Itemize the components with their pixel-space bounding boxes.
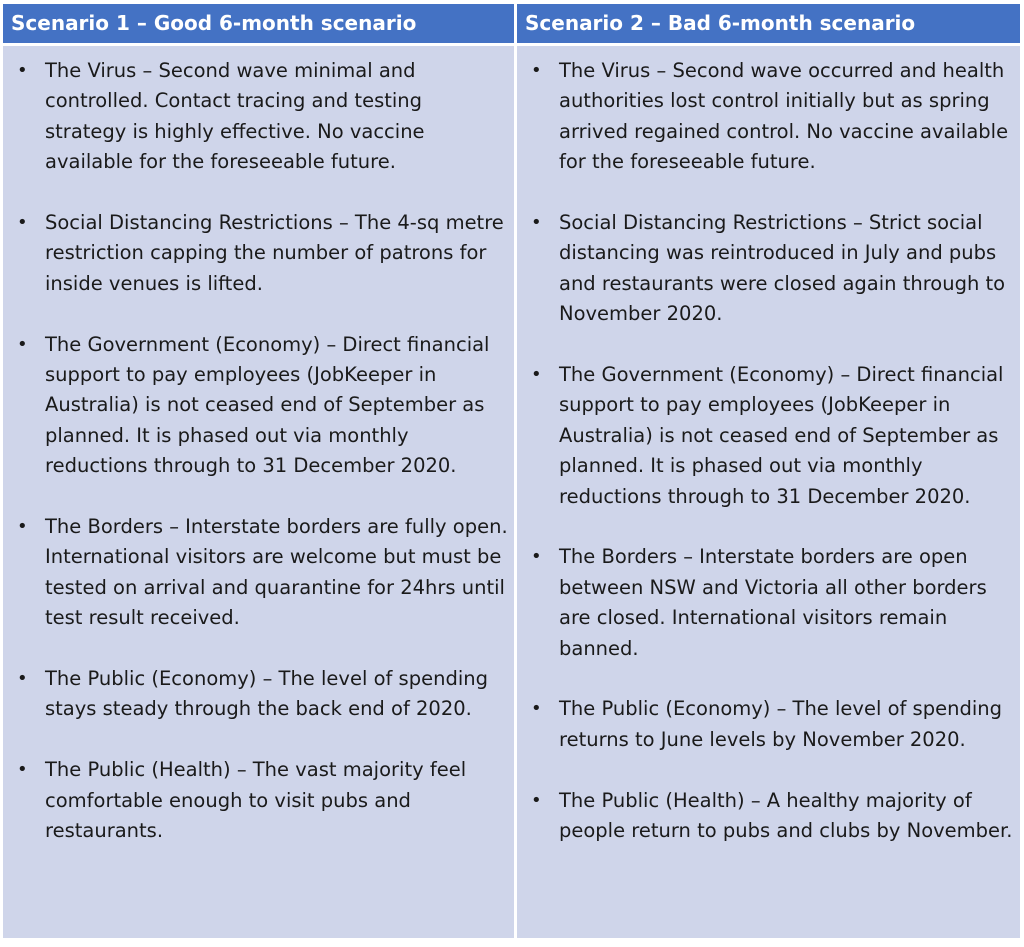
- list-item: [3, 512, 514, 634]
- scenario-2-list: [517, 56, 1020, 846]
- scenario-2-heading: Scenario 2 – Bad 6-month scenario: [517, 4, 1020, 43]
- list-item: [3, 664, 514, 725]
- list-item: [3, 208, 514, 299]
- scenario-table: [3, 4, 1020, 938]
- list-item-text: The Government (Economy) – Direct financial support to pay employees (JobKeeper in Australia) is not ceased end of September as planned. It is phased out via monthly reductions through to 31 December 2020.: [559, 363, 1004, 508]
- list-item-text: The Public (Health) – The vast majority feel comfortable enough to visit pubs and restaurants.: [45, 758, 467, 843]
- bullet-icon: •: [531, 789, 542, 811]
- bullet-icon: •: [531, 212, 542, 234]
- list-item-text: The Public (Economy) – The level of spending returns to June levels by November 2020.: [559, 697, 1002, 751]
- list-item: [3, 56, 514, 178]
- table-body: [3, 46, 1020, 938]
- scenario-1-list: [3, 56, 514, 846]
- list-item: [517, 56, 1020, 178]
- list-item: [517, 360, 1020, 512]
- list-item: [3, 330, 514, 482]
- list-item: [517, 208, 1020, 330]
- scenario-1-column: [3, 46, 514, 938]
- list-item-text: The Virus – Second wave minimal and controlled. Contact tracing and testing strategy is highly effective. No vaccine available for the foreseeable future.: [45, 59, 425, 174]
- bullet-icon: •: [531, 698, 542, 720]
- list-item-text: The Public (Health) – A healthy majority of people return to pubs and clubs by November.: [559, 788, 1013, 843]
- bullet-icon: •: [531, 60, 542, 81]
- scenario-1-heading: Scenario 1 – Good 6-month scenario: [3, 4, 514, 43]
- bullet-icon: •: [17, 212, 28, 234]
- bullet-icon: •: [531, 546, 542, 568]
- scenario-2-column: [517, 46, 1020, 938]
- list-item-text: The Public (Economy) – The level of spending stays steady through the back end of 2020.: [45, 667, 488, 721]
- list-item-text: Social Distancing Restrictions – The 4-sq metre restriction capping the number of patrons for inside venues is lifted.: [45, 211, 504, 295]
- bullet-icon: •: [17, 516, 28, 538]
- bullet-icon: •: [17, 60, 28, 81]
- list-item-text: The Borders – Interstate borders are fully open. International visitors are welcome but must be tested on arrival and quarantine for 24hrs until test result received.: [45, 515, 508, 630]
- bullet-icon: •: [531, 364, 542, 386]
- list-item: [517, 786, 1020, 847]
- bullet-icon: •: [17, 759, 28, 781]
- list-item-text: The Borders – Interstate borders are open between NSW and Victoria all other borders are closed. International visitors remain banned.: [559, 545, 987, 660]
- list-item-text: The Government (Economy) – Direct financial support to pay employees (JobKeeper in Australia) is not ceased end of September as planned. It is phased out via monthly reductions through to 31 December 2020.: [45, 332, 490, 478]
- list-item-text: The Virus – Second wave occurred and health authorities lost control initially but as spring arrived regained control. No vaccine available for the foreseeable future.: [559, 59, 1009, 174]
- list-item: [3, 755, 514, 846]
- table-header: [3, 4, 1020, 43]
- list-item-text: Social Distancing Restrictions – Strict social distancing was reintroduced in July and pubs and restaurants were closed again through to November 2020.: [559, 211, 1006, 326]
- bullet-icon: •: [17, 668, 28, 690]
- list-item: [517, 694, 1020, 755]
- bullet-icon: •: [17, 333, 28, 355]
- list-item: [517, 542, 1020, 664]
